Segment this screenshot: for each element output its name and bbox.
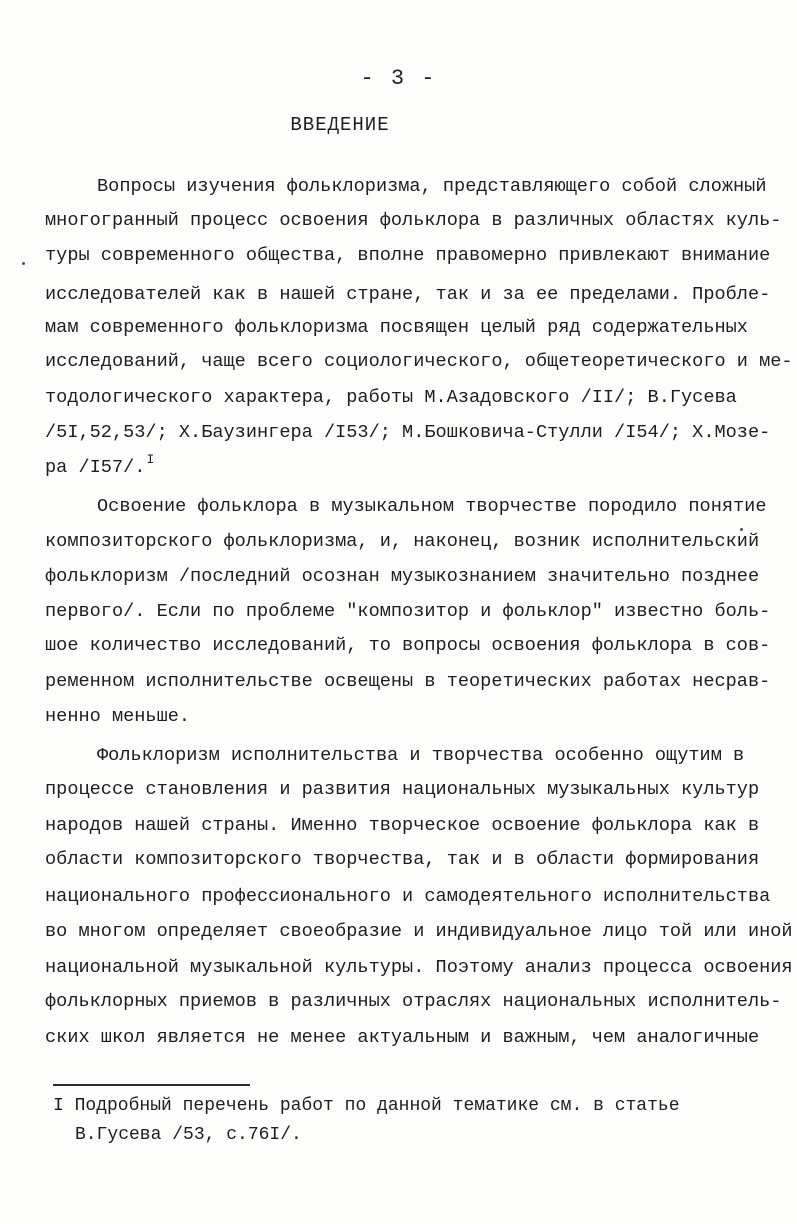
footnote-divider (53, 1084, 250, 1086)
scan-speck (740, 528, 743, 531)
body-line: /5I,52,53/; Х.Баузингера /I53/; М.Бошковича-Стулли /I54/; Х.Мозе- (45, 422, 771, 443)
body-line: процессе становления и развития национальных музыкальных культур (45, 779, 760, 800)
footnote-line: В.Гусева /53, с.76I/. (75, 1125, 302, 1145)
body-line: во многом определяет своеобразие и индивидуальное лицо той или иной (45, 921, 793, 942)
body-line: многогранный процесс освоения фольклора в различных областях куль- (45, 210, 782, 231)
body-line: композиторского фольклоризма, и, наконец, возник исполнительский (45, 531, 760, 552)
body-line: национальной музыкальной культуры. Поэтому анализ процесса освоения (45, 957, 793, 978)
section-title: ВВЕДЕНИЕ (290, 114, 390, 136)
body-line: шое количество исследований, то вопросы освоения фольклора в сов- (45, 635, 771, 656)
body-line: области композиторского творчества, так и в области формирования (45, 849, 760, 870)
body-line: ра /I57/.$^I$ (45, 452, 155, 478)
footnote-line: I Подробный перечень работ по данной тематике см. в статье (53, 1096, 680, 1116)
body-line: ских школ является не менее актуальным и важным, чем аналогичные (45, 1027, 760, 1048)
body-line: ременном исполнительстве освещены в теоретических работах несрав- (45, 671, 771, 692)
footnote-marker: I (146, 452, 155, 467)
body-line: Фольклоризм исполнительства и творчества особенно ощутим в (97, 745, 745, 766)
body-line: фольклоризм /последний осознан музыкознанием значительно позднее (45, 566, 760, 587)
body-line: исследований, чаще всего социологического, общетеоретического и ме- (45, 351, 793, 372)
body-line: исследователей как в нашей стране, так и за ее пределами. Пробле- (45, 284, 771, 305)
scan-speck (22, 262, 25, 265)
body-line: Освоение фольклора в музыкальном творчестве породило понятие (97, 496, 767, 517)
body-line: национального профессионального и самодеятельного исполнительства (45, 886, 771, 907)
body-line: ненно меньше. (45, 706, 191, 727)
body-line: народов нашей страны. Именно творческое освоение фольклора как в (45, 815, 760, 836)
body-line: туры современного общества, вполне правомерно привлекают внимание (45, 245, 771, 266)
body-line: мам современного фольклоризма посвящен целый ряд содержательных (45, 317, 748, 338)
body-line: первого/. Если по проблеме "композитор и фольклор" известно боль- (45, 601, 771, 622)
body-line: тодологического характера, работы М.Азадовского /II/; В.Гусева (45, 387, 737, 408)
body-line: фольклорных приемов в различных отраслях национальных исполнитель- (45, 991, 782, 1012)
body-line: Вопросы изучения фольклоризма, представляющего собой сложный (97, 176, 767, 197)
page-number: - 3 - (360, 66, 437, 91)
